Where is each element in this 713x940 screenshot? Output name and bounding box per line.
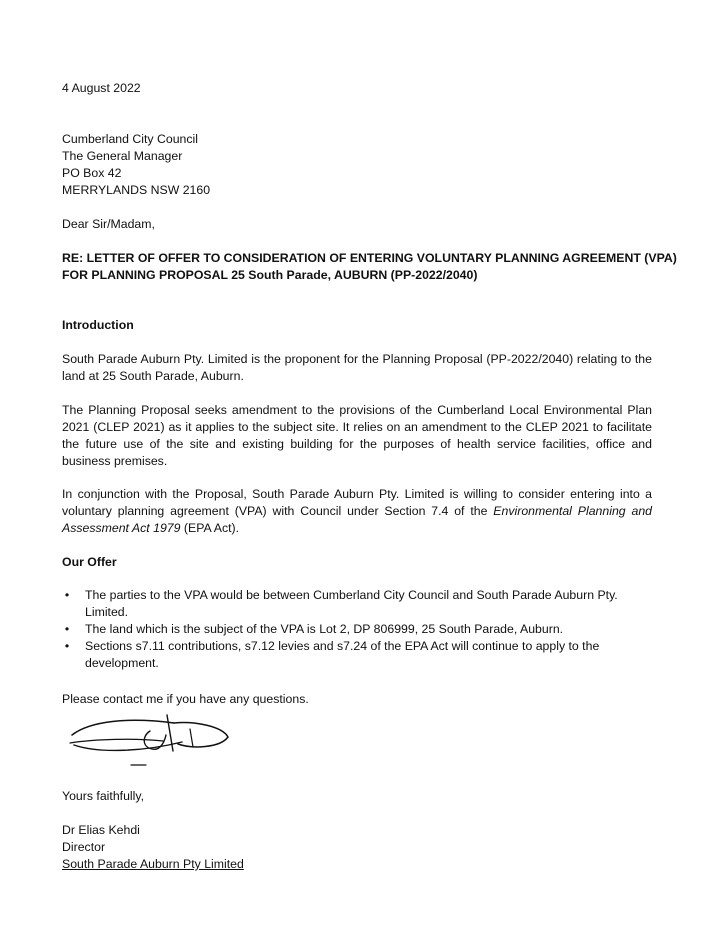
letter-date: 4 August 2022	[62, 81, 141, 95]
introduction-heading: Introduction	[62, 318, 134, 332]
bullet-icon: •	[64, 622, 70, 636]
act-title: Environmental Planning and Assessment Act 1979	[62, 504, 652, 535]
paragraph-3-text-start: In conjunction with the Proposal, South Parade Auburn Pty. Limited is willing to consider entering into a voluntary planning agreement (VPA) with Council under Section 7.4 of the	[62, 487, 652, 518]
recipient-line-2: The General Manager	[62, 149, 183, 163]
offer-item	[62, 638, 652, 672]
recipient-line-1: Cumberland City Council	[62, 132, 199, 146]
signatory-title: Director	[62, 840, 106, 854]
introduction-paragraph-2: The Planning Proposal seeks amendment to the provisions of the Cumberland Local Environmental Plan 2021 (CLEP 2021) as it applies to the subject site. It relies on an amendment to the CLEP 2021 to facilitate the future use of the site and existing building for the purposes of health service facilities, office and business premises.	[62, 403, 652, 468]
offer-item-text: Sections s7.11 contributions, s7.12 levies and s7.24 of the EPA Act will continue to apply to the development.	[85, 639, 600, 670]
handwritten-signature	[62, 711, 242, 773]
subject-heading	[62, 250, 677, 284]
subject-line-1: RE: LETTER OF OFFER TO CONSIDERATION OF ENTERING VOLUNTARY PLANNING AGREEMENT (VPA)	[62, 251, 677, 265]
offer-item-text: The parties to the VPA would be between Cumberland City Council and South Parade Auburn Pty. Limited.	[85, 588, 618, 619]
introduction-paragraph-3	[62, 486, 652, 537]
signatory-block	[62, 822, 652, 873]
contact-line: Please contact me if you have any questions.	[62, 692, 309, 706]
offer-item	[62, 587, 652, 621]
bullet-icon: •	[64, 588, 70, 602]
paragraph-3-text-end: (EPA Act).	[180, 521, 240, 535]
subject-line-2: FOR PLANNING PROPOSAL 25 South Parade, AUBURN (PP-2022/2040)	[62, 268, 478, 282]
signatory-name: Dr Elias Kehdi	[62, 823, 140, 837]
salutation: Dear Sir/Madam,	[62, 217, 155, 231]
introduction-paragraph-1: South Parade Auburn Pty. Limited is the proponent for the Planning Proposal (PP-2022/2040) relating to the land at 25 South Parade, Auburn.	[62, 352, 652, 383]
bullet-icon: •	[64, 639, 70, 653]
closing-line: Yours faithfully,	[62, 789, 145, 803]
offer-item	[62, 621, 652, 638]
offer-heading: Our Offer	[62, 555, 117, 569]
signatory-company: South Parade Auburn Pty Limited	[62, 857, 244, 871]
recipient-line-4: MERRYLANDS NSW 2160	[62, 183, 211, 197]
offer-item-text: The land which is the subject of the VPA is Lot 2, DP 806999, 25 South Parade, Auburn.	[85, 622, 564, 636]
offer-list	[62, 587, 652, 672]
recipient-address	[62, 131, 652, 199]
recipient-line-3: PO Box 42	[62, 166, 122, 180]
